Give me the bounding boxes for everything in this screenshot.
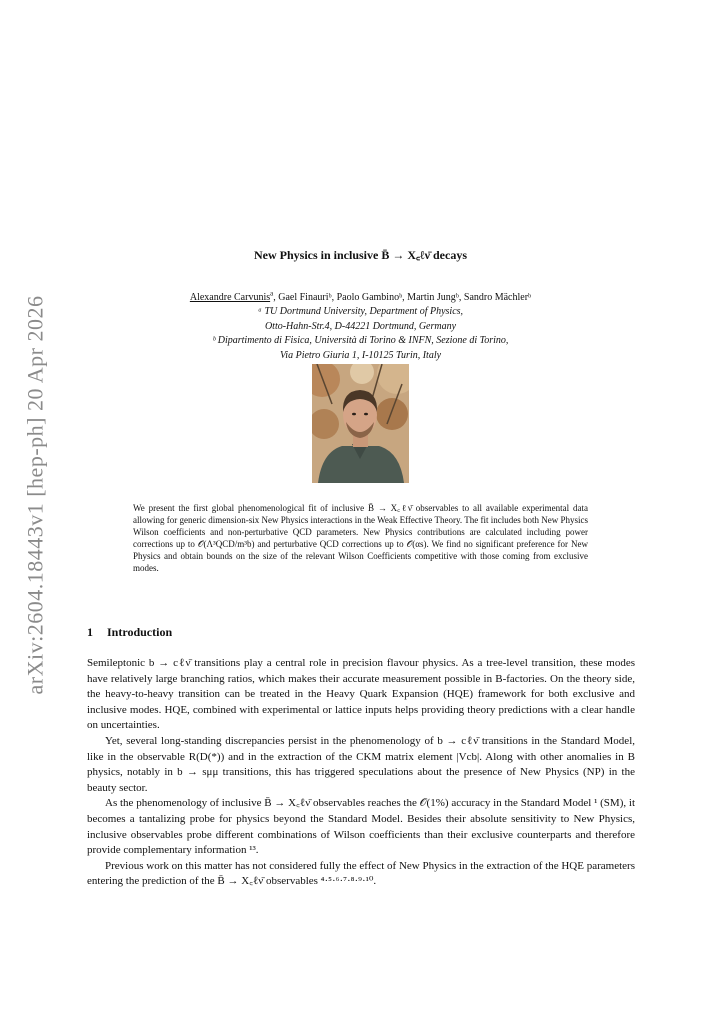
- affiliation-line: Via Pietro Giuria 1, I-10125 Turin, Italy: [279, 349, 442, 361]
- arxiv-identifier: arXiv:2604.18443v1 [hep-ph] 20 Apr 2026: [22, 295, 48, 695]
- speaker-affiliation-mark: a: [270, 289, 274, 298]
- affiliation-line: ᵇ Dipartimento di Fisica, Università di Torino & INFN, Sezione di Torino,: [212, 335, 509, 346]
- paragraph: As the phenomenology of inclusive B̄ → X꜀ℓν̄ observables reaches the 𝒪(1%) accuracy in the Standard Model ¹ (SM), it becomes a tantalizing probe for physics beyond the Standard Model. Besides their absolute sensitivity to New Physics, inclusive observables probe different combinations of Wilson coefficients than their exclusive counterparts and therefore provide complementary information ¹³.: [87, 797, 635, 857]
- section-heading: [87, 625, 172, 640]
- section-number: 1: [87, 625, 93, 639]
- author-list: [0, 291, 721, 305]
- speaker-photo: [312, 364, 409, 483]
- affiliation-line: ᵃ TU Dortmund University, Department of Physics,: [257, 306, 464, 317]
- paragraph: Semileptonic b → cℓν̄ transitions play a central role in precision flavour physics. As a tree-level transition, these modes have relatively large branching ratios, which makes their accurate measurement possible in B-factories. On the theory side, the heavy-to-heavy transition can be treated in the Heavy Quark Expansion (HQE) framework for both exclusive and inclusive modes. HQE, combined with experimental or lattice inputs helps providing theory predictions with a clear handle on uncertainties.: [87, 657, 635, 732]
- other-authors: , Gael Finauriᵇ, Paolo Gambinoᵇ, Martin Jungᵇ, Sandro Mächlerᵇ: [273, 292, 532, 303]
- paragraph: Previous work on this matter has not considered fully the effect of New Physics in the extraction of the HQE parameters entering the prediction of the B̄ → X꜀ℓν̄ observables ⁴·⁵·⁶·⁷·⁸·⁹·¹⁰.: [87, 859, 635, 888]
- affiliation-line: Otto-Hahn-Str.4, D-44221 Dortmund, Germany: [264, 320, 457, 332]
- abstract: We present the first global phenomenological fit of inclusive B̄ → X꜀ℓν̄ observables to all available experimental data allowing for generic dimension-six New Physics interactions in the Weak Effective Theory. The fit includes both New Physics Wilson coefficients and non-perturbative QCD parameters. New Physics contributions are calculated including power corrections up to 𝒪(Λ³QCD/m³b) and perturbative QCD corrections up to 𝒪(αs). We find no significant preference for New Physics and obtain bounds on the size of the relevant Wilson Coefficients competitive with those coming from exclusive modes.: [133, 503, 588, 573]
- speaker-name: Alexandre Carvunis: [189, 292, 271, 303]
- section-title: Introduction: [107, 625, 173, 639]
- affiliations: [0, 305, 721, 363]
- paragraph: Yet, several long-standing discrepancies persist in the phenomenology of b → cℓν̄ transitions in the Standard Model, like in the observable R(D(*)) and in the extraction of the CKM matrix element |Vcb|. Along with other anomalies in B physics, notably in b → sμμ transitions, this has triggered speculations about the presence of New Physics (NP) in the beauty sector.: [87, 734, 635, 794]
- paper-title: New Physics in inclusive B̄ → X꜀ℓν̄ decays: [253, 248, 468, 262]
- introduction-body: [87, 656, 635, 890]
